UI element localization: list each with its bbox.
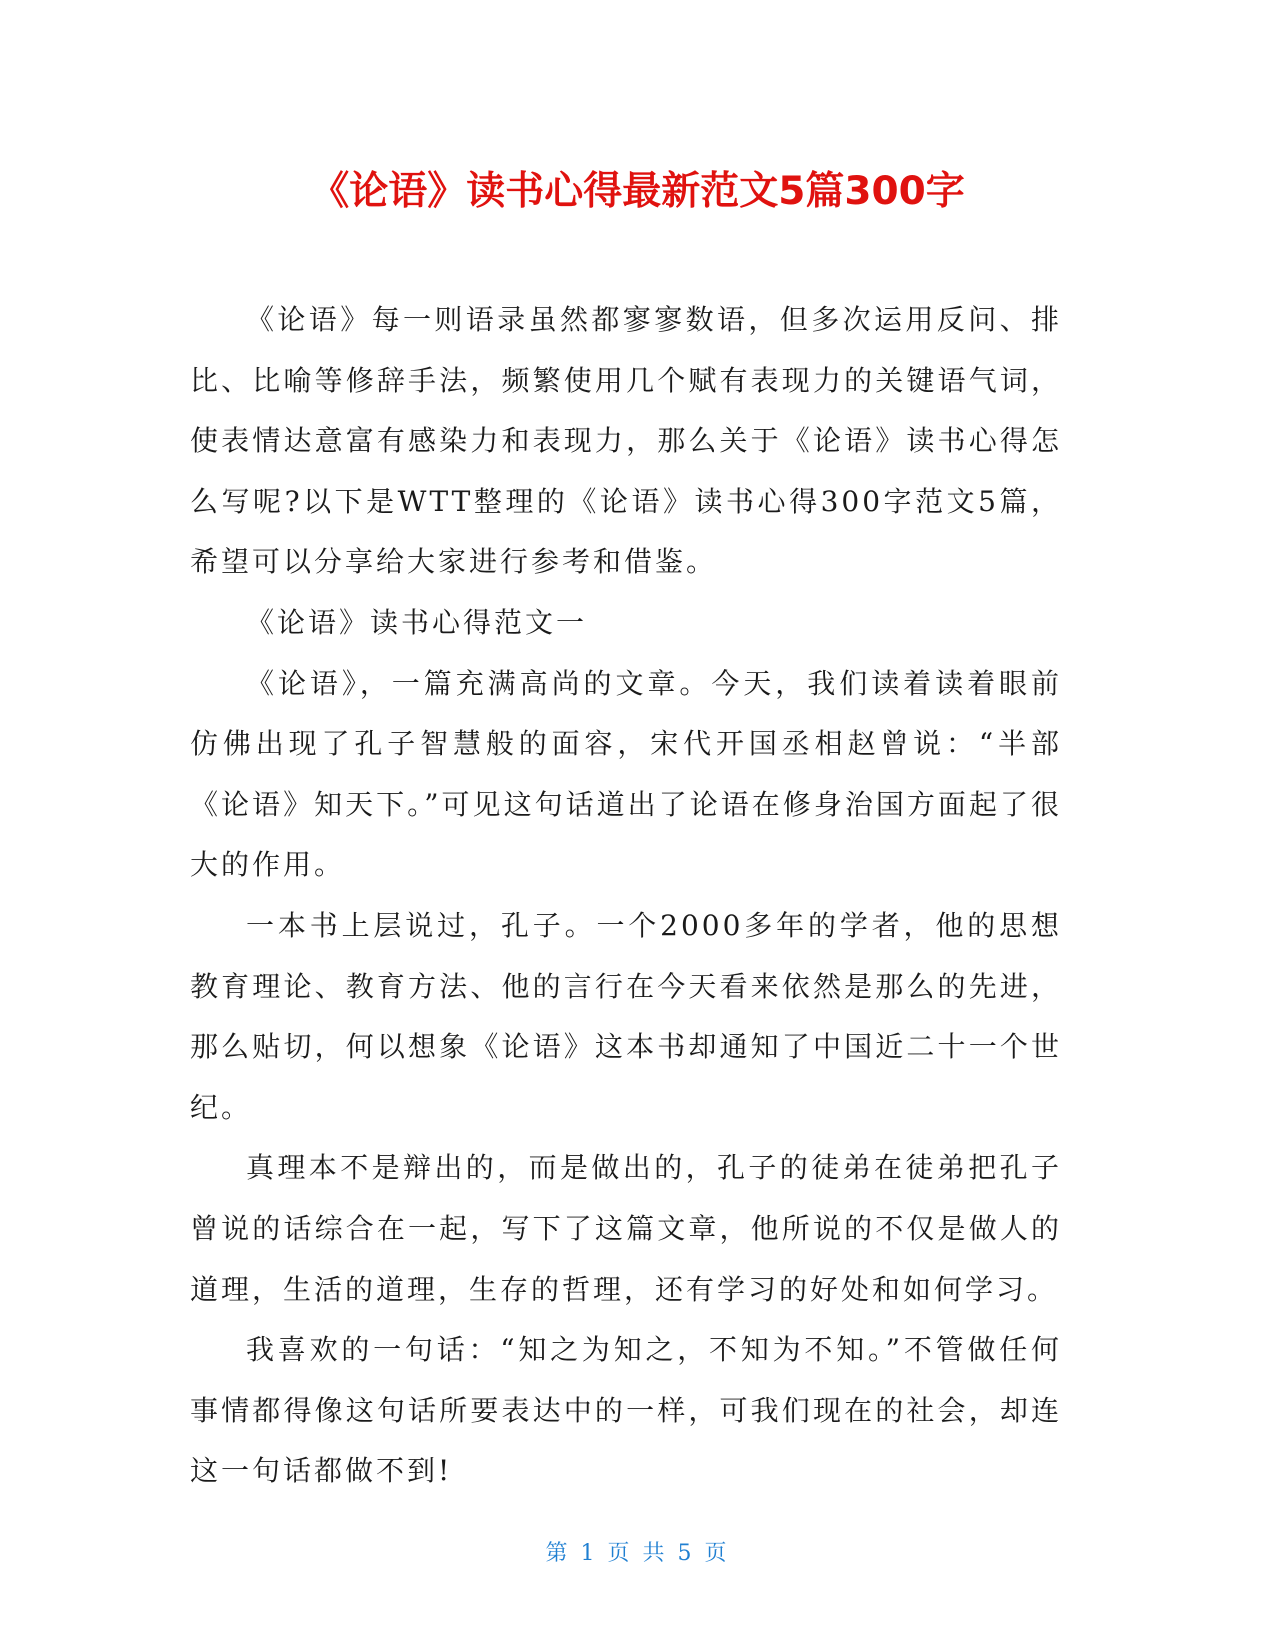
paragraph: 真理本不是辩出的，而是做出的，孔子的徒弟在徒弟把孔子曾说的话综合在一起，写下了这篇文章，他所说的不仅是做人的道理，生活的道理，生存的哲理，还有学习的好处和如何学习。 — [190, 1151, 1062, 1306]
paragraph: 我喜欢的一句话：“知之为知之，不知为不知。”不管做任何事情都得像这句话所要表达中的一样，可我们现在的社会，却连这一句话都做不到! — [190, 1333, 1062, 1488]
total-pages-number: 5 — [677, 1541, 695, 1566]
section-heading: 《论语》读书心得范文一 — [246, 605, 588, 639]
paragraph: 《论语》，一篇充满高尚的文章。今天，我们读着读着眼前仿佛出现了孔子智慧般的面容，宋代开国丞相赵曾说：“半部《论语》知天下。”可见这句话道出了论语在修身治国方面起了很大的作用。 — [190, 666, 1062, 882]
current-page-number: 1 — [580, 1541, 598, 1566]
page-footer — [0, 1536, 1275, 1567]
page-label-prefix: 第 — [545, 1541, 571, 1566]
paragraph-intro: 《论语》每一则语录虽然都寥寥数语，但多次运用反问、排比、比喻等修辞手法，频繁使用几个赋有表现力的关键语气词，使表情达意富有感染力和表现力，那么关于《论语》读书心得怎么写呢?以下是WTT整理的《论语》读书心得300字范文5篇，希望可以分享给大家进行参考和借鉴。 — [190, 303, 1062, 579]
paragraph: 一本书上层说过，孔子。一个2000多年的学者，他的思想教育理论、教育方法、他的言行在今天看来依然是那么的先进，那么贴切，何以想象《论语》这本书却通知了中国近二十一个世纪。 — [190, 908, 1062, 1124]
document-title: 《论语》读书心得最新范文5篇300字 — [310, 169, 965, 214]
page-label-suffix: 页 — [704, 1541, 730, 1566]
document-body — [190, 290, 1062, 1502]
page-label-mid: 页 共 — [607, 1541, 668, 1566]
